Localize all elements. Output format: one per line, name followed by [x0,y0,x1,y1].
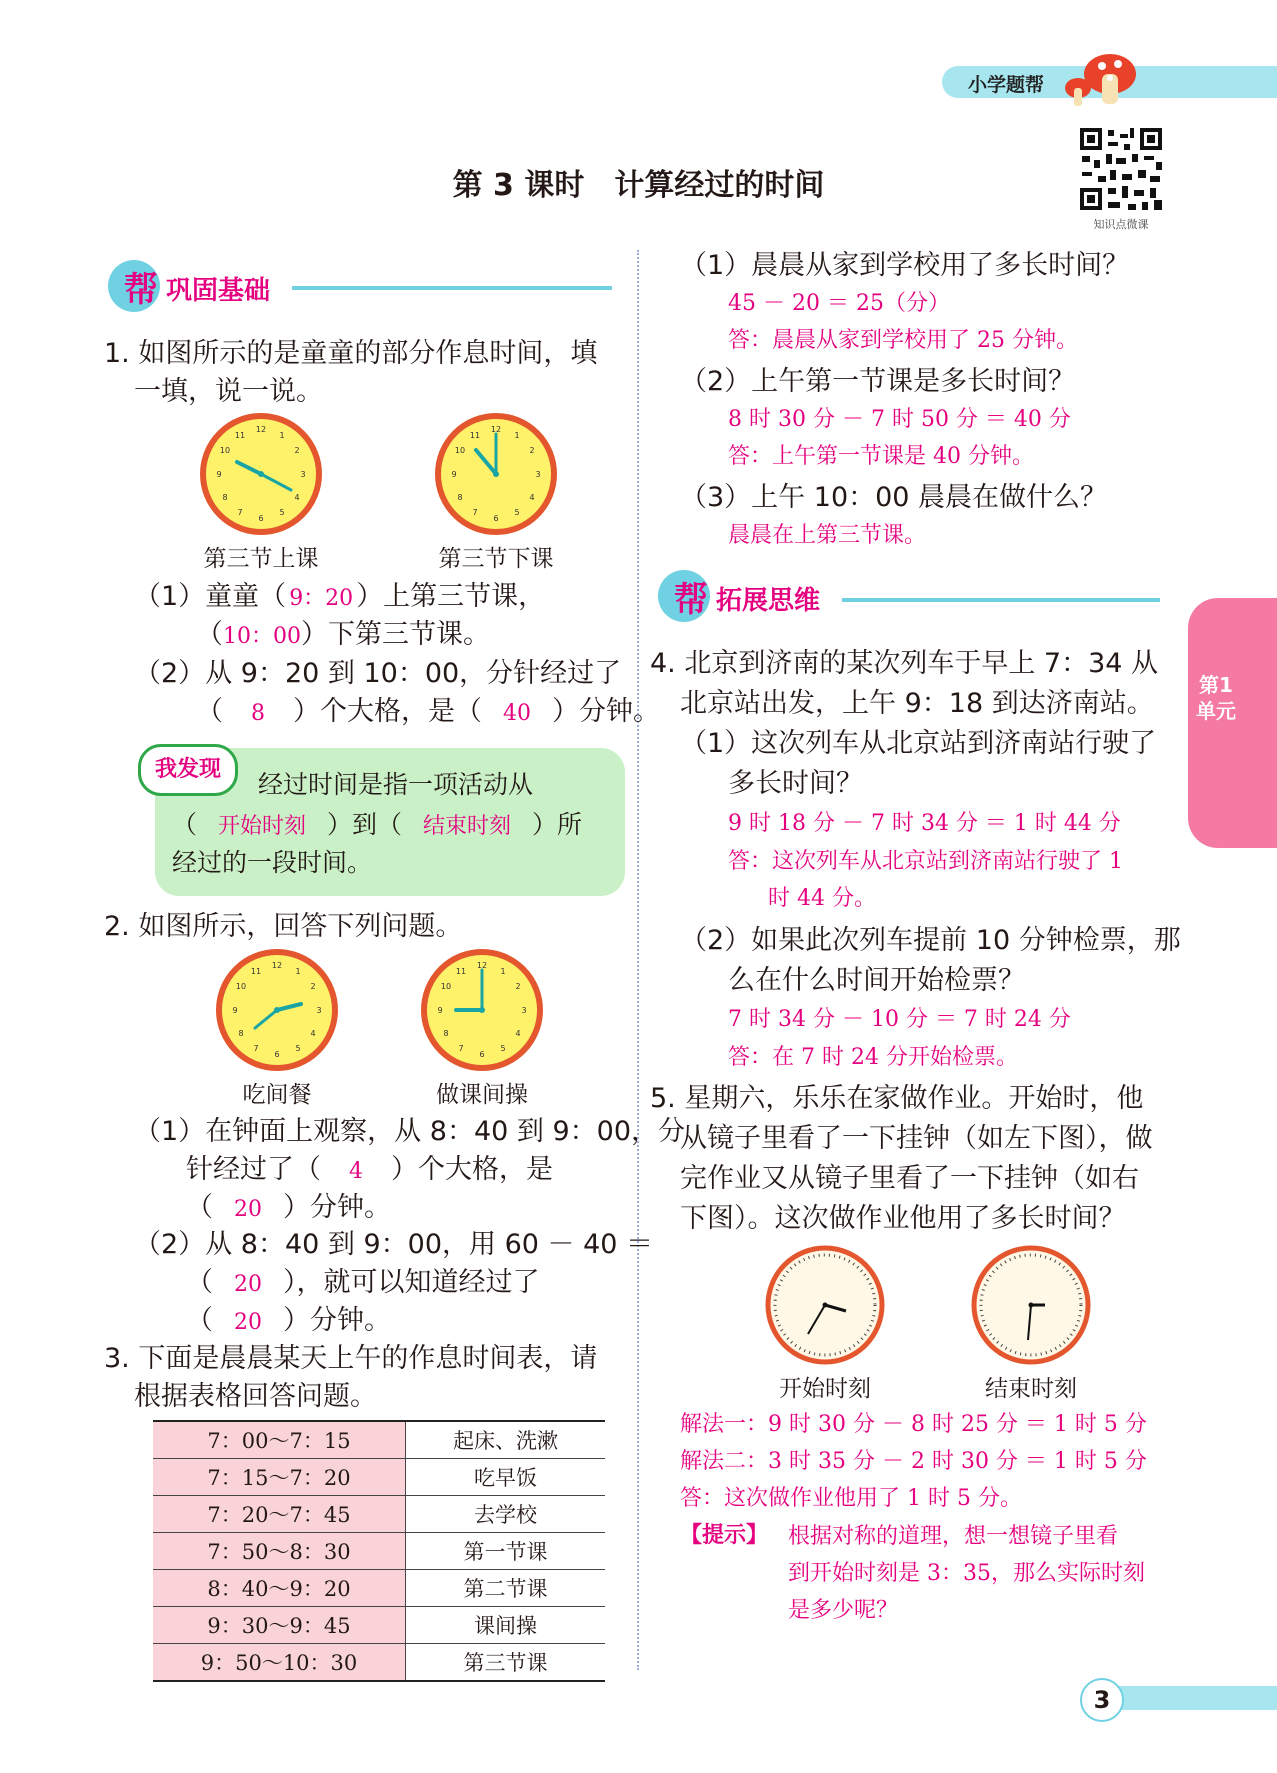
q2-clock-exercise-caption: 做课间操 [436,1082,528,1108]
q1-clock-end-caption: 第三节下课 [438,546,554,572]
svg-text:8: 8 [238,1029,244,1038]
q2-clock-snack-caption: 吃间餐 [242,1082,312,1108]
svg-text:12: 12 [476,961,488,970]
table-cell-time: 9：30～9：45 [153,1607,406,1644]
table-cell-activity: 第三节课 [406,1644,606,1682]
svg-text:4: 4 [294,493,300,502]
svg-text:6: 6 [274,1050,280,1059]
q5-hint-label: 【提示】 [680,1523,769,1548]
q1-part2-text: （ [196,696,223,727]
q1-answer-end: 10：00 [223,624,301,649]
table-cell-time: 9：50～10：30 [153,1644,406,1682]
q2-answer-difference: 20 [234,1272,262,1297]
q3-sub1-answer-line2: 答：晨晨从家到学校用了 25 分钟。 [728,328,1078,353]
svg-text:1: 1 [295,967,301,976]
svg-text:6: 6 [493,514,499,523]
svg-text:9: 9 [437,1006,443,1015]
svg-text:12: 12 [271,961,283,970]
svg-text:3: 3 [300,470,306,479]
q3-sub3-question: （3）上午 10：00 晨晨在做什么？ [680,482,1108,513]
table-row [153,1533,605,1570]
q1-part2-line2 [196,693,660,733]
svg-text:2: 2 [529,446,535,455]
svg-text:3: 3 [521,1006,527,1015]
q4-sub1-question-line2: 多长时间？ [728,768,863,799]
svg-text:11: 11 [469,431,481,440]
q1-part1-line2 [196,616,490,656]
svg-text:4: 4 [310,1029,316,1038]
q2-part1-text: （ [186,1192,213,1223]
q4-sub1-answer-line2: 答：这次列车从北京站到济南站行驶了 1 [728,849,1123,874]
discovery-answer-start: 开始时刻 [218,814,307,839]
q4-sub1-question-line1: （1）这次列车从北京站到济南站行驶了 [680,728,1157,759]
svg-text:7: 7 [237,508,243,517]
q5-mirror-clock-end [970,1244,1092,1366]
discovery-badge: 我发现 [138,744,238,796]
q5-hint-line1: 根据对称的道理，想一想镜子里看 [788,1524,1119,1549]
q4-sub1-answer-line3: 时 44 分。 [768,886,876,911]
svg-text:3: 3 [316,1006,322,1015]
svg-text:11: 11 [455,967,467,976]
q4-sub1-answer-line1: 9 时 18 分 － 7 时 34 分 ＝ 1 时 44 分 [728,811,1121,836]
page-number: 3 [1080,1678,1124,1722]
svg-text:4: 4 [515,1029,521,1038]
svg-text:2: 2 [294,446,300,455]
table-cell-activity: 吃早饭 [406,1459,606,1496]
svg-text:5: 5 [500,1044,506,1053]
q2-answer-elapsed: 20 [234,1310,262,1335]
table-row [153,1570,605,1607]
q2-part1-line2 [186,1151,553,1191]
discovery-line3: 经过的一段时间。 [172,848,373,877]
q2-part2-text: ）分钟。 [283,1305,391,1336]
qr-code-icon[interactable] [1078,126,1164,212]
q2-clock-exercise [420,948,544,1072]
discovery-text: （ [172,810,198,839]
svg-text:12: 12 [490,425,502,434]
table-cell-time: 7：20～7：45 [153,1496,406,1533]
q3-sub1-question: （1）晨晨从家到学校用了多长时间？ [680,250,1130,281]
q2-part2-line2 [186,1264,540,1304]
q5-clock-start-caption: 开始时刻 [779,1376,871,1402]
q1-stem-line2: 一填，说一说。 [134,376,323,407]
svg-text:7: 7 [472,508,478,517]
q1-clock-end [434,412,558,536]
svg-text:8: 8 [222,493,228,502]
table-cell-time: 7：00～7：15 [153,1421,406,1459]
q3-sub3-answer: 晨晨在上第三节课。 [728,523,927,548]
schedule-table [153,1420,605,1682]
page-number-bar [1098,1686,1277,1710]
table-row [153,1496,605,1533]
section-title-extend: 拓展思维 [716,586,821,616]
table-row [153,1607,605,1644]
svg-text:10: 10 [235,982,247,991]
svg-text:11: 11 [234,431,246,440]
q2-answer-minutes: 20 [234,1197,262,1222]
table-cell-activity: 起床、洗漱 [406,1421,606,1459]
q1-part1-text: ）上第三节课， [356,581,546,612]
svg-text:8: 8 [457,493,463,502]
q4-sub2-answer-line2: 答：在 7 时 24 分开始检票。 [728,1045,1018,1070]
svg-text:9: 9 [451,470,457,479]
svg-text:7: 7 [253,1044,259,1053]
q2-part2-line3 [186,1302,391,1342]
brand-text: 小学题帮 [968,74,1045,96]
q2-part1-line1: （1）在钟面上观察，从 8：40 到 9：00，分 [134,1116,685,1147]
q1-clock-start-caption: 第三节上课 [203,546,319,572]
column-divider [637,250,639,1670]
q4-sub2-question-line2: 么在什么时间开始检票？ [728,965,1025,996]
svg-text:6: 6 [258,514,264,523]
q1-part1-line1 [134,578,545,618]
q5-answer-final: 答：这次做作业他用了 1 时 5 分。 [680,1486,1022,1511]
q2-part1-text: ）个大格，是 [391,1154,553,1185]
svg-text:12: 12 [255,425,267,434]
svg-text:3: 3 [535,470,541,479]
q1-part1-text: （ [196,619,223,650]
q3-sub2-question: （2）上午第一节课是多长时间？ [680,366,1076,397]
q4-stem-line2: 北京站出发，上午 9：18 到达济南站。 [680,688,1154,719]
svg-text:7: 7 [458,1044,464,1053]
svg-text:8: 8 [443,1029,449,1038]
svg-text:10: 10 [219,446,231,455]
qr-caption: 知识点微课 [1093,218,1149,231]
q1-part2-line1: （2）从 9：20 到 10：00，分针经过了 [134,658,622,689]
svg-text:2: 2 [310,982,316,991]
svg-text:1: 1 [514,431,520,440]
section-bang: 帮 [124,270,158,310]
svg-text:9: 9 [232,1006,238,1015]
q5-stem-line3: 完作业又从镜子里看了一下挂钟（如右 [680,1163,1139,1194]
q3-sub1-answer-line1: 45 － 20 ＝ 25（分） [728,291,950,316]
q1-part2-text: ）分钟。 [552,696,660,727]
q5-mirror-clock-start [764,1244,886,1366]
section-bang: 帮 [674,580,708,620]
q2-part2-text: （ [186,1267,213,1298]
q5-stem-line1: 5. 星期六，乐乐在家做作业。开始时，他 [650,1083,1144,1114]
svg-text:11: 11 [250,967,262,976]
q5-stem-line4: 下图）。这次做作业他用了多长时间？ [680,1203,1126,1234]
table-row [153,1459,605,1496]
svg-text:5: 5 [514,508,520,517]
q1-answer-minutes: 40 [503,701,531,726]
q2-part2-text: ），就可以知道经过了 [283,1267,540,1298]
svg-text:1: 1 [500,967,506,976]
svg-text:5: 5 [295,1044,301,1053]
q2-stem: 2. 如图所示，回答下列问题。 [104,911,463,942]
section-line [842,598,1160,602]
q1-part1-text: （1）童童（ [134,581,287,612]
table-cell-time: 8：40～9：20 [153,1570,406,1607]
table-row [153,1644,605,1682]
q1-stem-line1: 1. 如图所示的是童童的部分作息时间，填 [104,338,598,369]
section-line [292,286,612,290]
page-title: 第 3 课时 计算经过的时间 [452,168,825,203]
table-cell-activity: 去学校 [406,1496,606,1533]
table-cell-activity: 第一节课 [406,1533,606,1570]
table-row [153,1421,605,1459]
q1-answer-big-divisions: 8 [251,701,265,726]
q4-sub2-question-line1: （2）如果此次列车提前 10 分钟检票，那 [680,925,1181,956]
svg-text:10: 10 [454,446,466,455]
q2-part2-line1: （2）从 8：40 到 9：00，用 60 － 40 ＝ [134,1229,654,1260]
svg-text:6: 6 [479,1050,485,1059]
section-title-basic: 巩固基础 [166,276,271,306]
discovery-line1: 经过时间是指一项活动从 [258,770,534,799]
discovery-text: ）所 [532,810,583,839]
svg-text:2: 2 [515,982,521,991]
q4-stem-line1: 4. 北京到济南的某次列车于早上 7：34 从 [650,648,1159,679]
q5-hint-line3: 是多少呢？ [788,1598,899,1623]
table-cell-time: 7：15～7：20 [153,1459,406,1496]
q4-sub2-answer-line1: 7 时 34 分 － 10 分 ＝ 7 时 24 分 [728,1007,1071,1032]
q2-part1-line3 [186,1189,391,1229]
discovery-text: ）到（ [327,810,403,839]
q3-sub2-answer-line2: 答：上午第一节课是 40 分钟。 [728,444,1034,469]
q5-hint-line2: 到开始时刻是 3：35，那么实际时刻 [788,1561,1145,1586]
discovery-answer-end: 结束时刻 [423,814,512,839]
q2-answer-big-divisions: 4 [349,1159,363,1184]
q5-answer-method1: 解法一：9 时 30 分 － 8 时 25 分 ＝ 1 时 5 分 [680,1412,1147,1437]
discovery-line2 [172,806,582,846]
table-cell-time: 7：50～8：30 [153,1533,406,1570]
unit-side-tab-label: 第1单元 [1196,673,1236,723]
svg-text:10: 10 [440,982,452,991]
svg-text:1: 1 [279,431,285,440]
svg-text:5: 5 [279,508,285,517]
q3-stem-line2: 根据表格回答问题。 [134,1381,377,1412]
q5-answer-method2: 解法二：3 时 35 分 － 2 时 30 分 ＝ 1 时 5 分 [680,1449,1147,1474]
q2-part1-text: 针经过了（ [186,1154,321,1185]
q1-part2-text: ）个大格，是（ [293,696,482,727]
table-cell-activity: 第二节课 [406,1570,606,1607]
q3-sub2-answer-line1: 8 时 30 分 － 7 时 50 分 ＝ 40 分 [728,407,1071,432]
q2-part1-text: ）分钟。 [283,1192,391,1223]
table-cell-activity: 课间操 [406,1607,606,1644]
q5-clock-end-caption: 结束时刻 [985,1376,1077,1402]
q1-answer-start: 9：20 [289,586,354,611]
q2-clock-snack [215,948,339,1072]
q1-clock-start [199,412,323,536]
svg-text:9: 9 [216,470,222,479]
q1-part1-text: ）下第三节课。 [301,619,490,650]
q2-part2-text: （ [186,1305,213,1336]
mushroom-icon [1062,44,1142,114]
q5-stem-line2: 从镜子里看了一下挂钟（如左下图），做 [680,1123,1153,1154]
svg-text:4: 4 [529,493,535,502]
q3-stem-line1: 3. 下面是晨晨某天上午的作息时间表，请 [104,1343,598,1374]
